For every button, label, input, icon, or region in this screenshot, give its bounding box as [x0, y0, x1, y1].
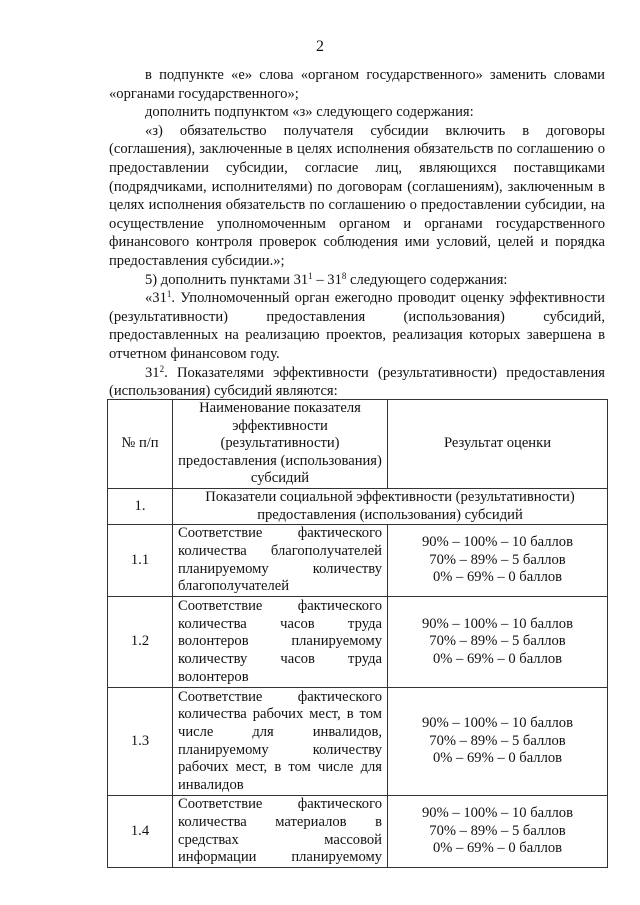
result-line: 90% – 100% – 10 баллов	[421, 805, 573, 822]
section-num: 1.	[108, 488, 173, 524]
table-row	[108, 597, 608, 688]
result-line: 70% – 89% – 5 баллов	[429, 633, 566, 650]
table-section-row	[108, 488, 608, 524]
header-result: Результат оценки	[388, 400, 608, 489]
paragraph-add-points: 5) дополнить пунктами $31^1 - 31^8$ следующего содержания:	[145, 270, 508, 288]
row-num: 1.3	[108, 688, 173, 796]
result-line: 0% – 69% – 0 баллов	[432, 840, 563, 857]
result-line: 70% – 89% – 5 баллов	[429, 732, 566, 749]
result-line: 70% – 89% – 5 баллов	[429, 551, 566, 568]
result-line: 90% – 100% – 10 баллов	[421, 534, 573, 551]
table-header-row	[108, 400, 608, 489]
row-results	[388, 796, 608, 868]
paragraph-point-31-1: «$31^1$. Уполномоченный орган ежегодно проводит оценку эффективности (результативности) предоставления (использования) субсидий, предоставленных на реализацию проектов, реализация которых завершена в отчетном финансовом году.	[109, 289, 605, 362]
header-indicator: Наименование показателя эффективности (результативности) предоставления (использования) субсидий	[173, 400, 388, 489]
table-row	[108, 688, 608, 796]
header-num: № п/п	[108, 400, 173, 489]
row-num: 1.4	[108, 796, 173, 868]
row-num: 1.1	[108, 525, 173, 597]
table-row	[108, 525, 608, 597]
section-title: Показатели социальной эффективности (результативности) предоставления (использования) субсидий	[173, 488, 608, 524]
result-line: 0% – 69% – 0 баллов	[432, 569, 563, 586]
document-body	[109, 66, 605, 401]
row-num: 1.2	[108, 597, 173, 688]
paragraph-point-31-2: $31^2$. Показателями эффективности (результативности) предоставления (использования) субсидий являются:	[109, 363, 605, 400]
table-row	[108, 796, 608, 868]
result-line: 0% – 69% – 0 баллов	[432, 650, 563, 667]
paragraph-subpoint-z-text: «з) обязательство получателя субсидии включить в договоры (соглашения), заключенные в целях исполнения обязательств по соглашению о предоставлении субсидии, согласие лиц, являющихся поставщиками (подрядчиками, исполнителями) по договорам (соглашениям), заключенным в целях исполнения обязательств по соглашению о предоставлении субсидии, на осуществление уполномоченным органом и органами государственного финансового контроля проверок соблюдения ими условий, целей и порядка предоставления субсидии.»;	[109, 122, 605, 269]
page-number: 2	[316, 38, 324, 55]
evaluation-table	[107, 399, 608, 868]
row-results	[388, 688, 608, 796]
paragraph-add-subpoint-z: дополнить подпунктом «з» следующего содержания:	[145, 104, 474, 121]
row-indicator: Соответствие фактического количества часов труда волонтеров планируемому количеству часов труда волонтеров	[173, 597, 388, 688]
row-results	[388, 525, 608, 597]
row-indicator: Соответствие фактического количества рабочих мест, в том числе для инвалидов, планируемому количеству рабочих мест, в том числе для инвалидов	[173, 688, 388, 796]
result-line: 90% – 100% – 10 баллов	[421, 715, 573, 732]
row-indicator: Соответствие фактического количества материалов в средствах массовой информации планируемому	[173, 796, 388, 868]
row-results	[388, 597, 608, 688]
result-line: 70% – 89% – 5 баллов	[429, 822, 566, 839]
row-indicator: Соответствие фактического количества благополучателей планируемому количеству благополучателей	[173, 525, 388, 597]
result-line: 90% – 100% – 10 баллов	[421, 615, 573, 632]
result-line: 0% – 69% – 0 баллов	[432, 750, 563, 767]
paragraph-subpoint-e: в подпункте «е» слова «органом государственного» заменить словами «органами государственного»;	[109, 67, 605, 102]
